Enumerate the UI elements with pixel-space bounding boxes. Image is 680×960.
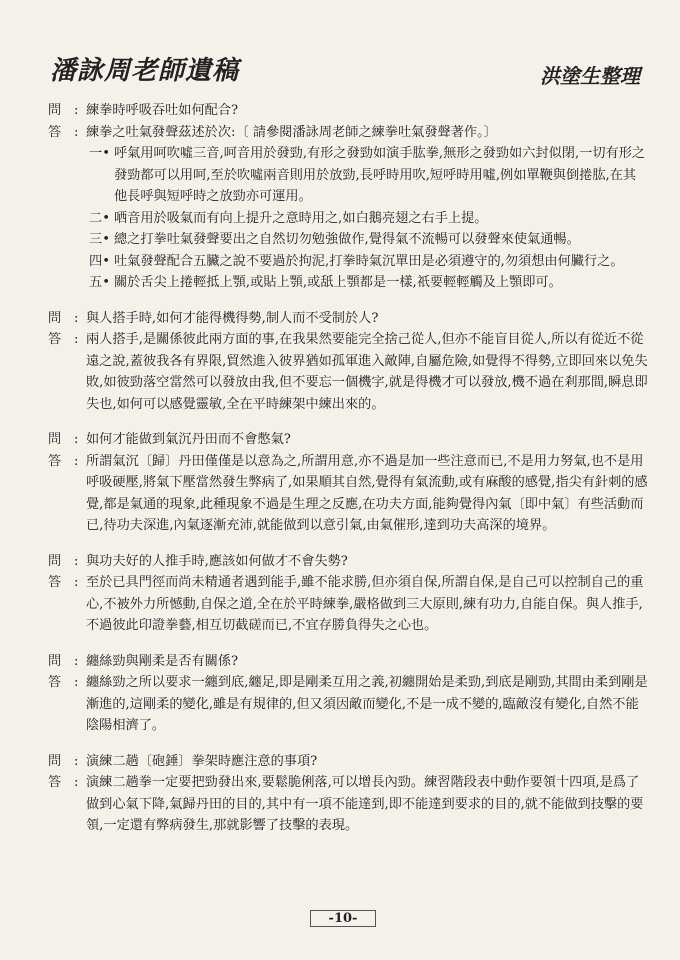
question-label: 問 [48,553,62,569]
question-5 [48,651,648,673]
answer-item-2 [76,208,648,230]
answer-3 [48,451,648,537]
colon: : [74,553,79,569]
question-text: 演練二趟〔砲錘〕拳架時應注意的事項? [86,753,318,769]
document-title: 潘詠周老師遺稿 [50,56,240,86]
colon: : [74,575,79,590]
answer-label: 答 [48,332,62,347]
colon: : [74,453,79,469]
colon: : [74,675,79,690]
question-text: 與功夫好的人推手時,應該如何做才不會失勢? [86,553,348,569]
answer-label: 答 [48,775,62,790]
question-4 [48,551,648,573]
qa-content [48,100,648,837]
question-label: 問 [48,432,62,447]
colon: : [74,775,79,790]
answer-text: 至於已具門徑而尚未精通者遇到能手,雖不能求勝,但亦須自保,所謂自保,是自己可以控制自己的重心,不被外力所憾動,自保之道,全在於平時練拳,嚴格做到三大原則,練有功力,自能自保。與人推手,不過彼此印證拳藝,相互切截磋而已,不宜存勝負得失之心也。 [86,575,644,633]
answer-6 [48,772,648,837]
answer-label: 答 [48,453,62,469]
item-number: 五• [89,275,110,290]
answer-item-4 [76,251,648,273]
question-text: 練拳時呼吸吞吐如何配合? [86,103,239,118]
question-3 [48,429,648,451]
answer-label: 答 [48,124,62,140]
answer-text: 纏絲勁之所以要求一纏到底,纏足,即是剛柔互用之義,初纏開始是柔勁,到底是剛勁,其間由柔到剛是漸進的,這剛柔的變化,雖是有規律的,但又須因敵而變化,不是一成不變的,臨敵沒有變化,自然不能陰陽相濟了。 [86,675,648,733]
answer-4 [48,572,648,637]
item-text: 哂音用於吸氣而有向上提升之意時用之,如白鵝亮翅之右手上提。 [114,210,488,226]
item-text: 關於舌尖上捲輕抵上顎,或貼上顎,或舐上顎都是一樣,祇要輕輕觸及上顎即可。 [114,275,562,290]
question-6 [48,751,648,773]
page-number: -10- [310,910,376,927]
answer-2 [48,329,648,415]
answer-label: 答 [48,575,62,590]
question-label: 問 [48,753,62,769]
item-number: 一• [89,146,110,161]
answer-text: 所謂氣沉〔歸〕丹田僅僅是以意為之,所謂用意,亦不過是加一些注意而已,不是用力努氣,也不是用呼吸硬壓,將氣下壓當然發生弊病了,如果順其自然,覺得有氣流動,或有麻酸的感覺,指尖有針刺的感覺,都是氣通的現象,此種現象不過是生理之反應,在功夫方面,能夠覺得內氣〔即中氣〕有些活動而已,待功夫深進,內氣逐漸充沛,就能做到以意引氣,由氣催形,達到功夫高深的境界。 [86,453,648,533]
colon: : [74,432,79,447]
page-header [50,50,640,90]
question-text: 與人搭手時,如何才能得機得勢,制人而不受制於人? [86,310,379,326]
question-2 [48,308,648,330]
item-number: 四• [89,253,110,269]
compiler-name: 洪塗生整理 [540,64,640,88]
question-1 [48,100,648,122]
colon: : [74,124,79,140]
item-text: 總之打拳吐氣發聲要出之自然切勿勉強做作,覺得氣不流暢可以發聲來使氣通暢。 [114,232,580,247]
answer-item-3 [76,229,648,251]
colon: : [74,653,79,669]
answer-label: 答 [48,675,62,690]
answer-1 [48,122,648,144]
item-number: 二• [89,210,110,226]
answer-text: 演練二趟拳一定要把勁發出來,要鬆脆俐落,可以增長內勁。練習階段表中動作要領十四項,是爲了做到心氣下降,氣歸丹田的目的,其中有一項不能達到,即不能達到要求的目的,就不能做到技擊的要領,一定還有弊病發生,那就影響了技擊的表現。 [86,775,644,833]
colon: : [74,332,79,347]
item-number: 三• [89,232,110,247]
answer-intro: 練拳之吐氣發聲茲述於次:〔 請參閱潘詠周老師之練拳吐氣發聲著作。〕 [86,124,497,140]
colon: : [74,753,79,769]
item-text: 呼氣用呵吹噓三音,呵音用於發勁,有形之發勁如演手肱拳,無形之發勁如六封似閉,一切有形之發勁都可以用呵,至於吹噓兩音則用於放勁,長呼時用吹,短呼時用噓,例如單鞭與倒捲肱,在其他長呼與短呼時之放勁亦可運用。 [114,146,646,204]
answer-text: 兩人搭手,是關係彼此兩方面的事,在我果然要能完全捨己從人,但亦不能盲目從人,所以有從近不從遠之說,蓋彼我各有界限,貿然進入彼界猶如孤軍進入敵陣,自屬危險,如覺得不得勢,立即回來以免失敗,如彼勁落空當然可以發放由我,但不要忘一個機字,就是得機才可以發放,機不過在剎那間,瞬息即失也,如何可以感覺靈敏,全在平時練架中練出來的。 [86,332,648,412]
question-label: 問 [48,103,62,118]
answer-5 [48,672,648,737]
colon: : [74,103,79,118]
question-text: 纏絲勁與剛柔是否有關係? [86,653,239,669]
colon: : [74,310,79,326]
item-text: 吐氣發聲配合五臟之說不要過於拘泥,打拳時氣沉單田是必須遵守的,勿須想由何臟行之。 [114,253,624,269]
answer-item-1 [76,143,648,208]
question-label: 問 [48,310,62,326]
question-text: 如何才能做到氣沉丹田而不會憋氣? [86,432,291,447]
answer-item-5 [76,272,648,294]
question-label: 問 [48,653,62,669]
